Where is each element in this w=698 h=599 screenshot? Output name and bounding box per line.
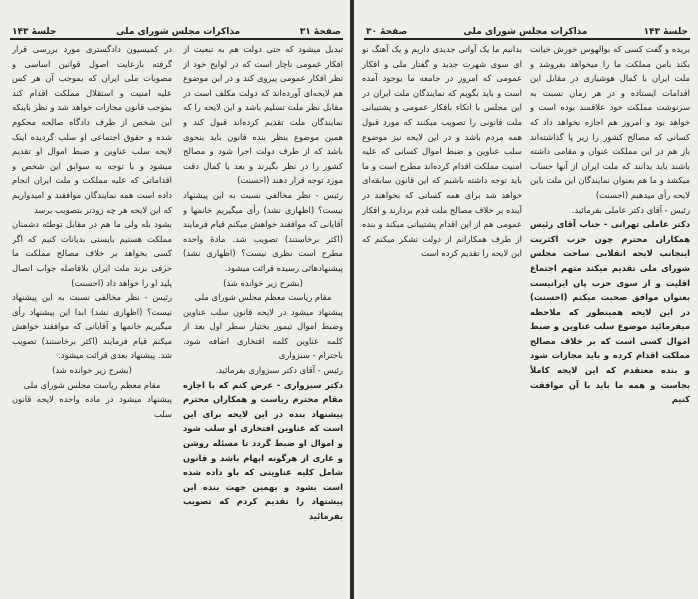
centered-line: (بشرح زیر خوانده شد) xyxy=(223,277,303,288)
header-rule xyxy=(364,38,690,40)
centered-line: مقام ریاست معظم مجلس شورای ملی xyxy=(194,292,332,303)
paragraph: پیشنهاد میشود در لایحه قانون سلب عناوین وضبط اموال تیمور بختیار سطر اول بعد از کلمه عناوین کلمه افتخاری اضافه شود. باحترام - سبزواری xyxy=(183,306,343,361)
text-column xyxy=(12,42,172,599)
page-number: صفحهٔ ۳۱ xyxy=(299,27,341,37)
text-column xyxy=(362,42,522,599)
speaker-paragraph: دکتر سبزواری - عرض کنم که با اجازه مقام محترم ریاست و همکاران محترم پیشنهاد بنده در این لایحه برای این است که عناوین افتخاری او سلب شود و اموال او ضبط گردد تا مسئله روشن و عاری از هرگونه ابهام باشد و قانون شامل کلیه عناوینی که باو داده شده است بشود و بهمین جهت بنده این پیشنهاد را تقدیم کردم که تصویب بفرمائید xyxy=(183,379,343,521)
paragraph: پیشنهاد میشود در ماده واحده لایحه قانون سلب xyxy=(12,394,172,419)
paragraph: رئیس - نظر مخالفی نسبت به این پیشنهاد نیست؟ (اظهاری نشد) رأی میگیریم خانمها و آقایانی که موافقند خواهش میکنم قیام فرمایند (اکثر برخاستند) تصویب شد. مادهٔ واحده مطرح است نظری نیست؟ (اظهاری نشد) پیشنهادهائی رسیده قرائت میشود. xyxy=(183,189,343,273)
speaker-paragraph: دکتر عاملی تهرانی - جناب آقای رئیس همکاران محترم چون حزب اکثریت اینجانب لایحه انقلابی ساحت مجلس شورای ملی تقدیم میکند متهم اجتماع اقلیت و از سوی حزب پان ایرانیست بعنوان موافق صحبت میکنم (احسنت) در این لایحه همینطور که ملاحظه میفرمائید موضوع سلب عناوین و ضبط اموال کسی است که بر خلاف مصالح مملکت اقدام کرده و باید مجازات شود و بنده معتقدم که این لایحه کاملاً بجاست و همه ما باید با آن موافقت کنیم xyxy=(530,219,690,405)
paragraph: تبدیل میشود که حتی دولت هم به تبعیت از افکار عمومی ناچار است که در لوایح خود از نظر افکار عمومی پیروی کند و در این موضوع هم لایحه‌ای آورده‌اند که دولت مکلف است در مقابل نظر ملت تسلیم باشد و این لایحه را که نمایندگان ملت تقدیم کرده‌اند قبول کند و همین موضوع بنظر بنده قانون باید بنحوی باشد که از طرف دولت اجرا شود و مصالح کشور را در نظر بگیرند و بعد با کمال دقت مورد توجه قرار دهند (احسنت) xyxy=(183,44,343,186)
header-rule xyxy=(10,38,343,40)
paragraph: بشود بله ولی ما هم در مقابل توطئه دشمنان مملکت هستیم بایستی بدیانات کنیم که اگر کسی بخواهد بر خلاف مصالح مملکت ما حرفی بزند ملت ایران بلافاصله جواب اتصال پلید او را خواهد داد (احسنت) xyxy=(12,219,172,288)
page-header xyxy=(12,25,341,37)
text-column xyxy=(183,42,343,599)
running-title: مذاکرات مجلس شورای ملی xyxy=(116,27,241,37)
paragraph: بریده و گفت کسی که بوالهوس خورش خیانت بکند بامن مملکت ما را میخواهد بفروشد و ملت ایران با کمال هوشیاری در مقابل این اقدامات ایستاده و در هر زمان نسبت به سرنوشت مملکت خود علاقمند بوده است و خواهد بود و امروز هم اجازه نخواهد داد که کسانی که مصالح کشور را زیر پا گذاشته‌اند باز هم در این مملکت عنوان و مقامی داشته باشند باید بدانند که ملت ایران از آنها حساب میکشد و ما هم بعنوان نمایندگان این ملت باین لایحه رأی میدهیم (احسنت) xyxy=(530,44,690,200)
right-page xyxy=(354,0,698,599)
paragraph: رئیس - نظر مخالفی نسبت به این پیشنهاد نیست؟ (اظهاری نشد) ابدا این پیشنهاد رأی میگیریم خانمها و آقایانی که موافقند خواهش میکنم قیام فرمایند (اکثر برخاستند) تصویب شد. پیشنهاد بعدی قرائت میشود. xyxy=(12,292,172,361)
paragraph: در کمیسیون دادگستری مورد بررسی قرار گرفته بارعایت اصول قوانین اساسی و مصوبات ملی ایران که بموجب آن هر کس علیه امنیت و استقلال مملکت اقدام کند بموجب قانون مجازات خواهد شد و نظر باینکه این شخص از طرف دادگاه صالحه محکوم شده و حقوق اجتماعی او سلب گردیده اینک لایحه سلب عناوین و ضبط اموال او تقدیم میشود و با توجه به سوابق این شخص و اقداماتی که علیه مملکت و ملت ایران انجام داده است همه نمایندگان موافقند و امیدواریم که این لایحه هر چه زودتر بتصویب برسد xyxy=(12,44,172,215)
paragraph: رئیس - آقای دکتر سبزواری بفرمائید. xyxy=(215,365,343,376)
centered-line: مقام معظم ریاست مجلس شورای ملی xyxy=(23,379,161,390)
session-number: جلسهٔ ۱۴۳ xyxy=(643,27,688,37)
page-header xyxy=(366,25,688,37)
paragraph: بدانیم ما یک آواتی جدیدی داریم و یک آهنگ نو ای سوی شهرت جدید و گفتار ملی و افکار عمومی که امروز در جامعه ما بوجود آمده است و باید بگویم که نمایندگان ملت ایران در این مجلس با اتکاء بافکار عمومی و پشتیبانی ملت قانونی را تصویب میکنند که مورد قبول همه مردم باشد و در این لایحه نیز موضوع سلب عناوین و ضبط اموال کسانی که علیه امنیت مملکت اقدام کرده‌اند مطرح است و ما باید توجه داشته باشیم که این قانون سابقه‌ای خواهد شد برای همه کسانی که بخواهند در آینده بر خلاف مصالح ملت قدم بردارند و افکار عمومی هم از این اقدام پشتیبانی میکند و بنده از طرف همکارانم از دولت تشکر میکنم که این لایحه را تقدیم کرده است xyxy=(362,44,522,259)
centered-line: (بشرح زیر خوانده شد) xyxy=(52,365,132,376)
session-number: جلسهٔ ۱۴۳ xyxy=(12,27,57,37)
paragraph: رئیس - آقای دکتر عاملی بفرمائید. xyxy=(571,204,690,215)
text-column xyxy=(530,42,690,599)
page-number: صفحهٔ ۳۰ xyxy=(366,27,408,37)
running-title: مذاکرات مجلس شورای ملی xyxy=(463,27,588,37)
